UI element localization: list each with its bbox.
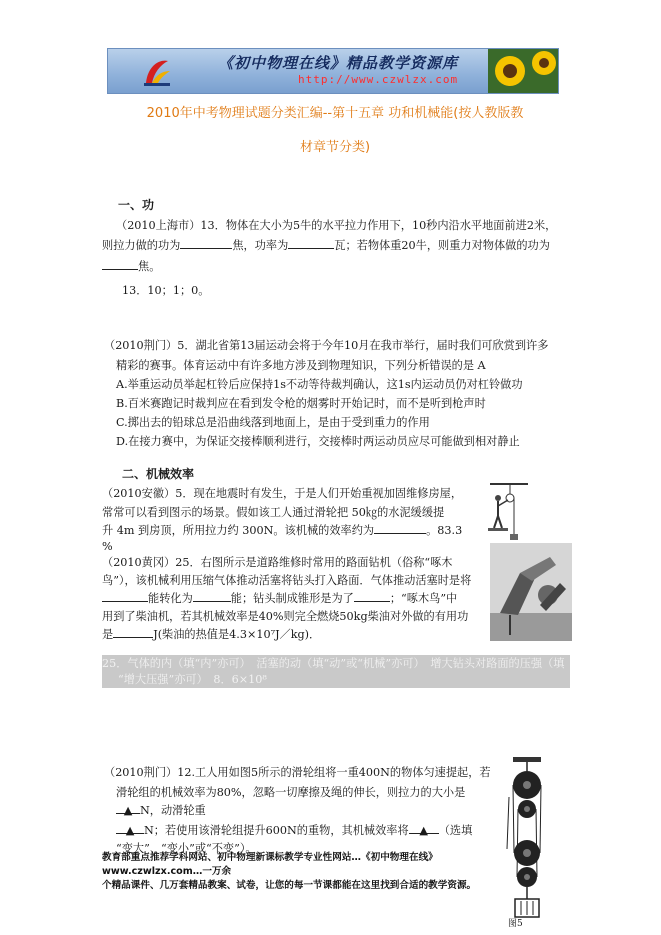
q4-line1: （2010黄冈）25．右图所示是道路维修时常用的路面钻机（俗称“啄木	[102, 556, 453, 569]
q5-blank-force: ▲	[116, 802, 140, 814]
q1-line2-b: 焦，功率为	[232, 239, 289, 252]
q4-line5-a: 是	[102, 628, 114, 641]
q1-line2-c: 瓦；若物体重20牛，则重力对物体做的功为	[334, 239, 550, 252]
q5-line2: 滑轮组的机械效率为80%，忽略一切摩擦及绳的伸长，则拉力的大小是	[116, 786, 466, 799]
q4-line5-b: J(柴油的热值是4.3×10⁷J／kg)．	[153, 628, 321, 641]
banner-url: http://www.czwlzx.com	[298, 73, 459, 86]
header-banner	[107, 48, 559, 94]
q1-line2	[102, 237, 550, 254]
q3-line3	[102, 522, 462, 539]
section-heading-efficiency: 二、机械效率	[122, 467, 195, 481]
q2-line1: （2010荆门）5．湖北省第13届运动会将于今年10月在我市举行，届时我们可欣赏到许多	[104, 339, 549, 352]
q2-option-c: C.掷出去的铅球总是沿曲线落到地面上，是由于受到重力的作用	[116, 416, 430, 429]
q5-line3-b: N，动滑轮重	[140, 804, 206, 817]
q3-line3-b: 。83.3	[426, 524, 463, 537]
q4-blank-energy2	[193, 590, 231, 602]
q5-line5: “变大”、“变小”或“不变”）。	[116, 842, 257, 855]
q2-option-a: A.举重运动员举起杠铃后应保持1s不动等待裁判确认，这1s内运动员仍对杠铃做功	[116, 378, 523, 391]
q1-line3-text: 焦。	[138, 260, 161, 273]
q1-blank-work	[180, 237, 232, 249]
q4-line3-a: 能转化为	[148, 592, 193, 605]
q4-line3	[102, 590, 457, 607]
road-drill-photo	[490, 543, 572, 641]
banner-title: 《初中物理在线》精品教学资源库	[218, 54, 459, 72]
q4-line4: 用到了柴油机，若其机械效率是40%则完全燃烧50kg柴油对外做的有用功	[102, 610, 469, 623]
document-title-line1: 2010年中考物理试题分类汇编--第十五章 功和机械能(按人教版教	[146, 106, 524, 121]
footer-promo	[102, 851, 522, 893]
q1-line1: （2010上海市）13．物体在大小为5牛的水平拉力作用下，10秒内沿水平地面前进2米，	[116, 219, 557, 232]
q5-blank-pulley-weight: ▲	[116, 822, 144, 834]
q5-line4-b: N；若使用该滑轮组提升600N的重物，其机械效率将	[144, 824, 409, 837]
q3-line2: 常常可以看到图示的场景。假如该工人通过滑轮把 50㎏的水泥缓缓提	[102, 506, 445, 519]
q4-line3-b: 能；钻头制成锥形是为了	[230, 592, 354, 605]
q2-option-b: B.百米赛跑记时裁判应在看到发令枪的烟雾时开始记时，而不是听到枪声时	[116, 397, 486, 410]
q3-line1: （2010安徽）5．现在地震时有发生，于是人们开始重视加固维修房屋，	[102, 487, 463, 500]
q1-blank-gravity-work	[102, 258, 138, 270]
q4-line3-c: ；“啄木鸟”中	[389, 592, 458, 605]
q4-line5	[102, 626, 320, 643]
section-heading-work: 一、功	[118, 198, 155, 212]
q5-line4	[116, 822, 472, 839]
q3-blank-efficiency	[374, 522, 426, 534]
q4-answer-band	[102, 655, 570, 688]
q1-answer: 13．10；1；0。	[122, 284, 210, 297]
q2-option-d: D.在接力赛中，为保证交接棒顺利进行，交接棒时两运动员应尽可能做到相对静止	[116, 435, 520, 448]
q1-blank-power	[288, 237, 334, 249]
document-title-line2: 材章节分类)	[299, 140, 371, 155]
q2-line2: 精彩的赛事。体育运动中有许多地方涉及到物理知识，下列分析错误的是 A	[116, 359, 486, 372]
q3-line4: %	[102, 540, 113, 553]
q4-line2: 鸟”），该机械利用压缩气体推动活塞将钻头打入路面．气体推动活塞时是将	[102, 574, 472, 587]
site-logo-icon	[142, 55, 172, 87]
figure5-label: 图5	[508, 919, 523, 929]
q4-blank-energy1	[102, 590, 148, 602]
q4-answer-line2: “增大压强”亦可） 8．6×10⁸	[118, 673, 267, 686]
q5-line4-d: （选填	[438, 824, 473, 837]
q4-blank-useful-work	[113, 626, 153, 638]
footer-line2: 个精品课件、几万套精品教案、试卷，让您的每一节课都能在这里找到合适的教学资源。	[102, 880, 477, 891]
q1-line2-a: 则拉力做的功为	[102, 239, 181, 252]
q5-line1: （2010荆门）12.工人用如图5所示的滑轮组将一重400N的物体匀速提起，若	[104, 766, 491, 779]
q1-line3	[102, 258, 160, 275]
q5-blank-efficiency-change: ▲	[409, 822, 439, 834]
q4-blank-reason	[354, 590, 390, 602]
footer-line1: 教育部重点推荐学科网站、初中物理新课标教学专业性网站…《初中物理在线》www.czwlzx.com…一万余	[102, 852, 438, 877]
q4-answer-line1: 25．气体的内（填“内”亦可） 活塞的动（填“动”或“机械”亦可） 增大钻头对路面的压强（填	[102, 657, 565, 670]
worker-pulley-illustration	[488, 480, 530, 544]
q5-line3	[116, 802, 206, 819]
q3-line3-a: 升 4m 到房顶，所用拉力约 300N。该机械的效率约为	[102, 524, 375, 537]
pulley-block-figure	[505, 757, 545, 925]
sunflower-icon	[488, 49, 558, 93]
